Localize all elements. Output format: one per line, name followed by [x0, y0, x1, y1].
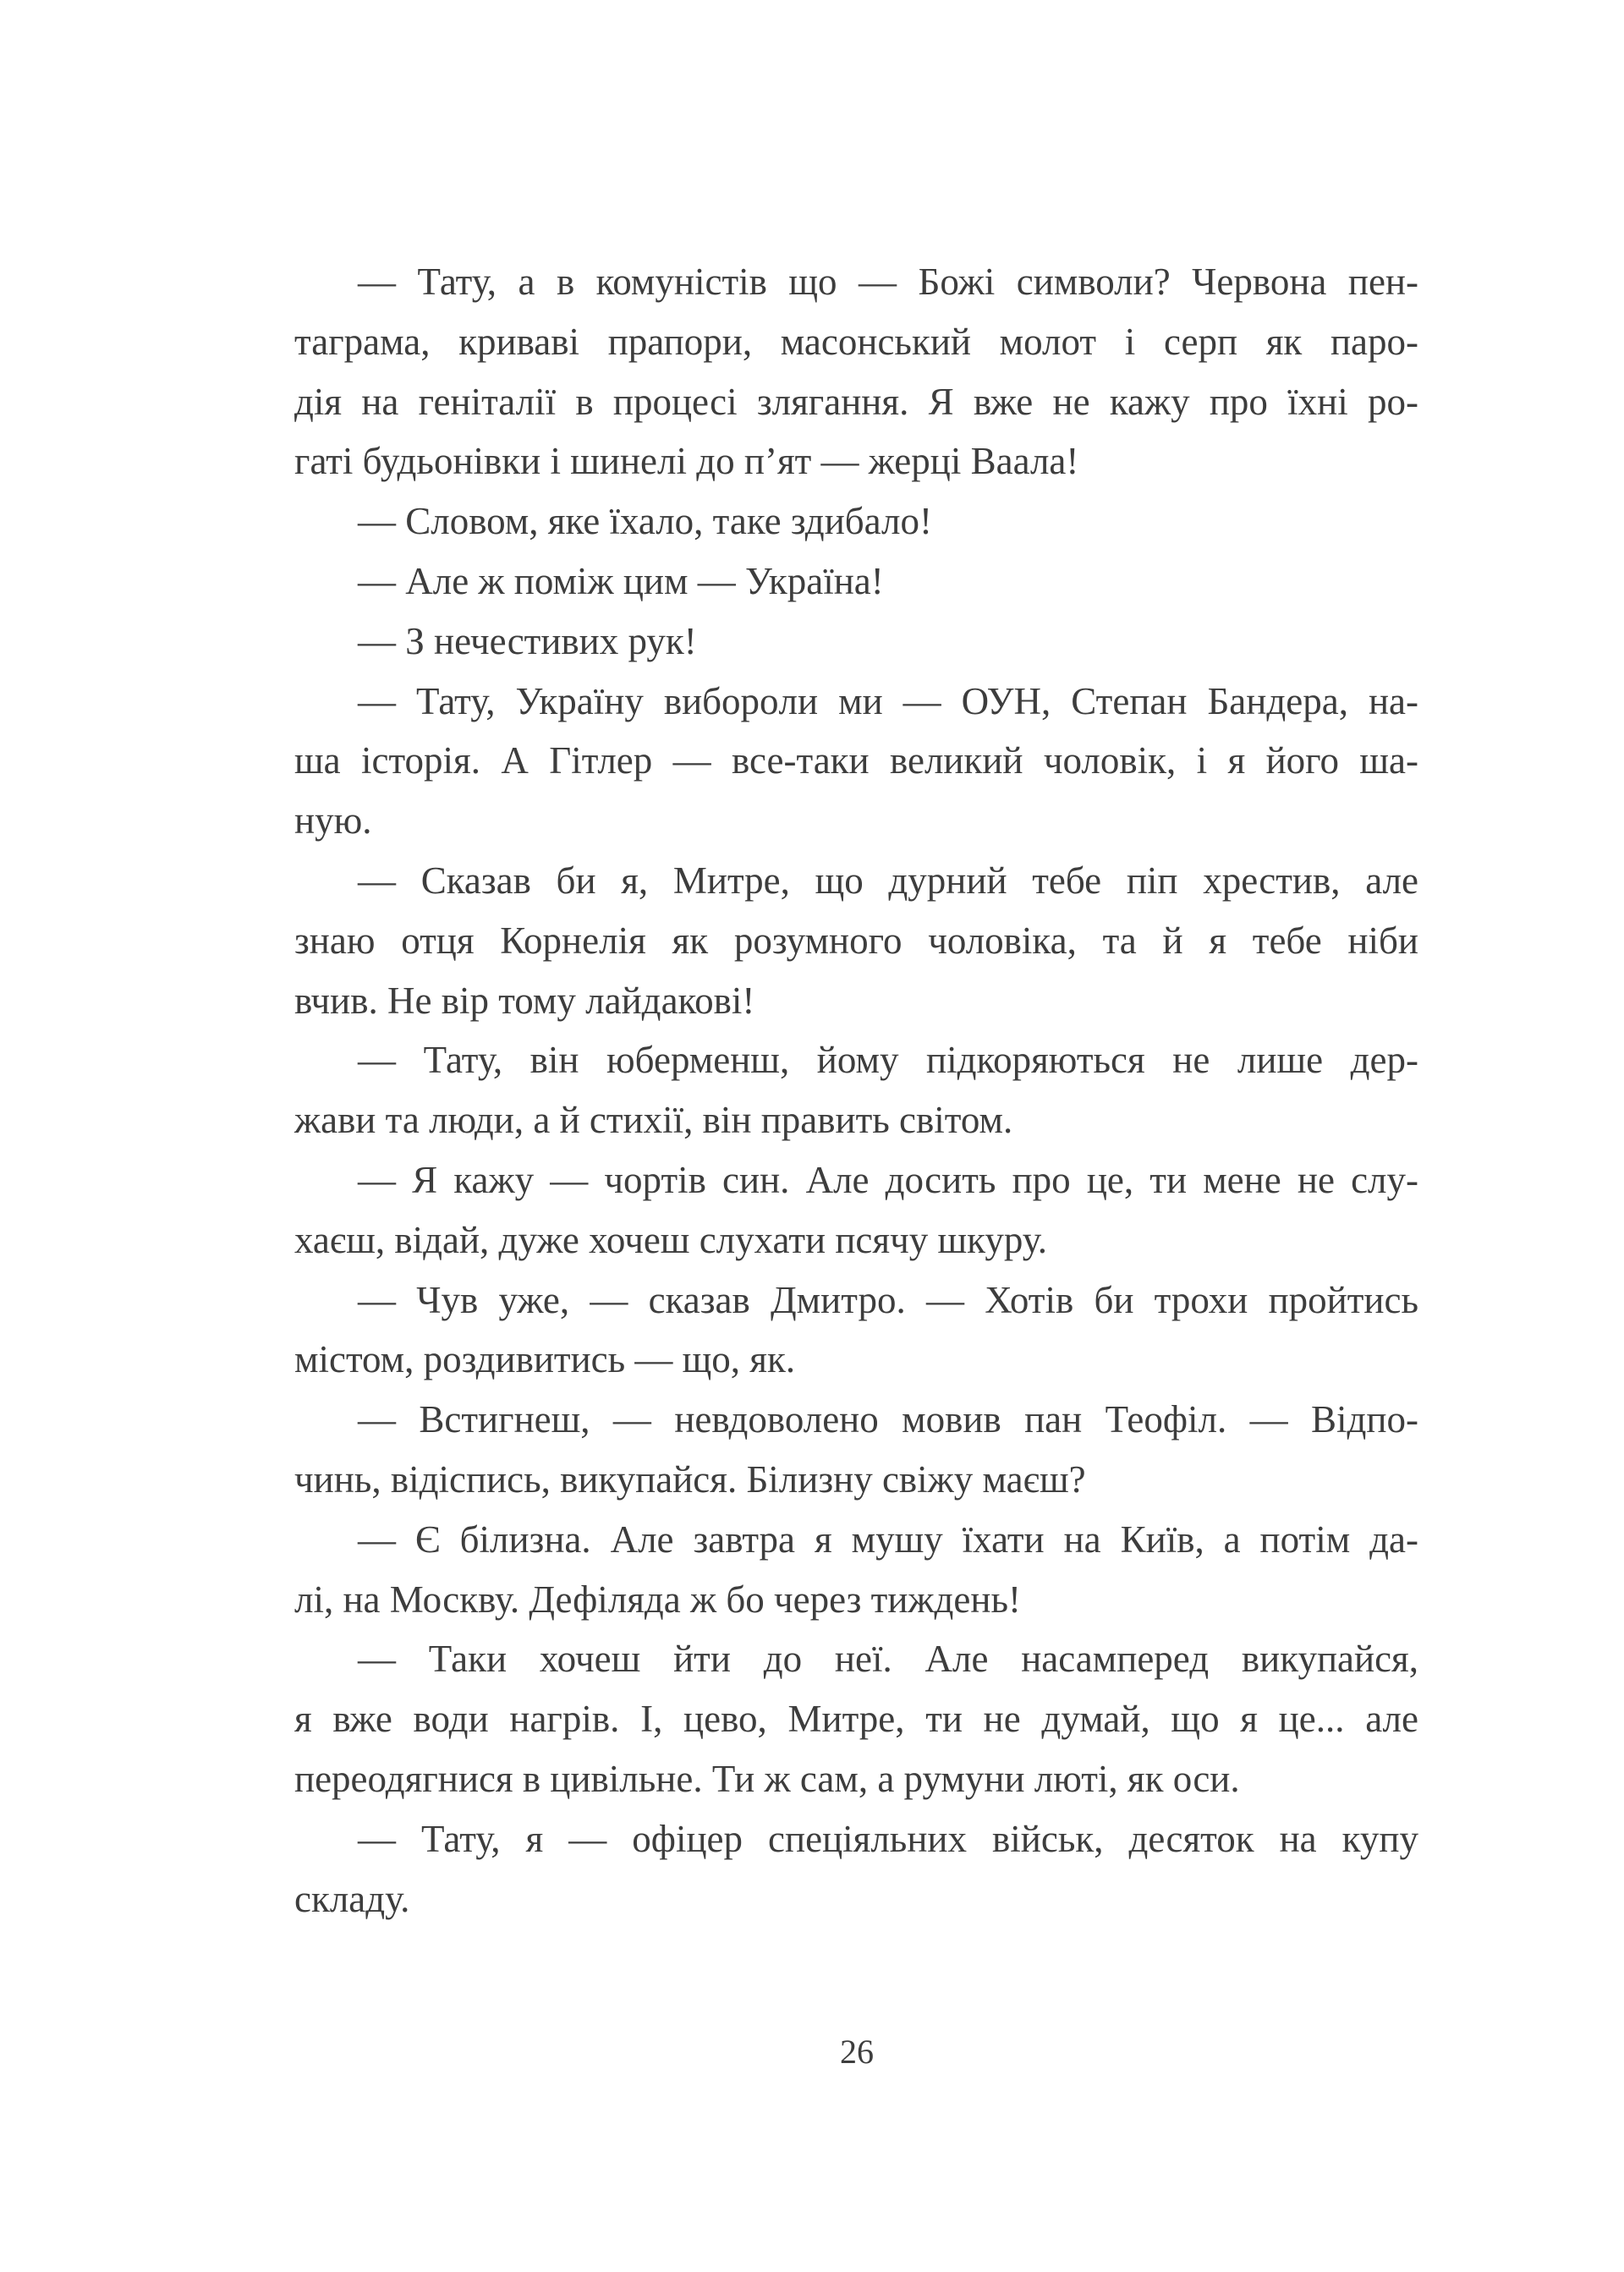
text-line: вчив. Не вір тому лайдакові! [294, 979, 755, 1022]
text-line: жави та люди, а й стихії, він править світом. [294, 1099, 1013, 1142]
page-number: 26 [840, 2033, 874, 2071]
text-line: — Таки хочеш йти до неї. Але насамперед викупайся, [358, 1638, 1418, 1681]
paragraph-5 [294, 672, 1418, 851]
text-line: — Тату, Україну виборoли ми — ОУН, Степан Бандера, на- [358, 679, 1418, 722]
text-line: — З нечестивих рук! [358, 619, 697, 662]
text-line: складу. [294, 1877, 410, 1920]
text-line: ную. [294, 799, 372, 842]
paragraph-6 [294, 851, 1418, 1030]
text-line: я вже води нагрів. І, цево, Митре, ти не думай, що я це... але [294, 1698, 1418, 1741]
text-line: — Встигнеш, — невдоволено мовив пан Теофіл. — Відпо- [358, 1398, 1418, 1441]
text-line: чинь, відіспись, викупайся. Білизну свіжу маєш? [294, 1457, 1086, 1501]
paragraph-2 [294, 491, 1418, 552]
text-line: переодягнися в цивільне. Ти ж сам, а румуни люті, як оси. [294, 1757, 1240, 1800]
text-line: лі, на Москву. Дефіляда ж бо через тиждень! [294, 1578, 1021, 1621]
paragraph-12 [294, 1629, 1418, 1808]
text-line: ша історія. А Гітлер — все-таки великий чоловік, і я його ша- [294, 739, 1418, 782]
paragraph-11 [294, 1510, 1418, 1630]
text-line: таграма, криваві прапори, масонський молот і серп як паро- [294, 320, 1418, 363]
paragraph-8 [294, 1150, 1418, 1270]
paragraph-9 [294, 1270, 1418, 1391]
text-line: — Тату, він юберменш, йому підкоряються не лише дер- [358, 1039, 1418, 1082]
text-line: — Сказав би я, Митре, що дурний тебе піп хрестив, але [358, 859, 1418, 902]
paragraph-3 [294, 552, 1418, 612]
text-line: знаю отця Корнелія як розумного чоловіка, та й я тебе ніби [294, 919, 1418, 962]
paragraph-1 [294, 252, 1418, 491]
text-line: містом, роздивитись — що, як. [294, 1338, 796, 1381]
text-line: — Словом, яке їхало, таке здибало! [358, 500, 932, 543]
paragraph-7 [294, 1030, 1418, 1150]
text-line: дія на геніталії в процесі злягання. Я вже не кажу про їхні ро- [294, 380, 1418, 423]
text-line: — Але ж поміж цим — Україна! [358, 559, 884, 602]
paragraph-13 [294, 1809, 1418, 1929]
text-line: — Чув уже, — сказав Дмитро. — Хотів би трохи пройтись [358, 1278, 1418, 1321]
paragraph-4 [294, 612, 1418, 672]
text-line: гаті будьонівки і шинелі до п’ят — жерці Ваала! [294, 440, 1079, 483]
text-line: — Тату, а в комуністів що — Божі символи? Червона пен- [358, 261, 1418, 303]
page-body-text [294, 252, 1418, 1929]
text-line: — Є білизна. Але завтра я мушу їхати на Київ, а потім да- [358, 1517, 1418, 1561]
text-line: — Я кажу — чортів син. Але досить про це, ти мене не слу- [358, 1158, 1418, 1201]
paragraph-10 [294, 1390, 1418, 1510]
text-line: хаєш, відай, дуже хочеш слухати псячу шкуру. [294, 1218, 1048, 1261]
text-line: — Тату, я — офіцер спеціяльних військ, десяток на купу [358, 1817, 1418, 1860]
